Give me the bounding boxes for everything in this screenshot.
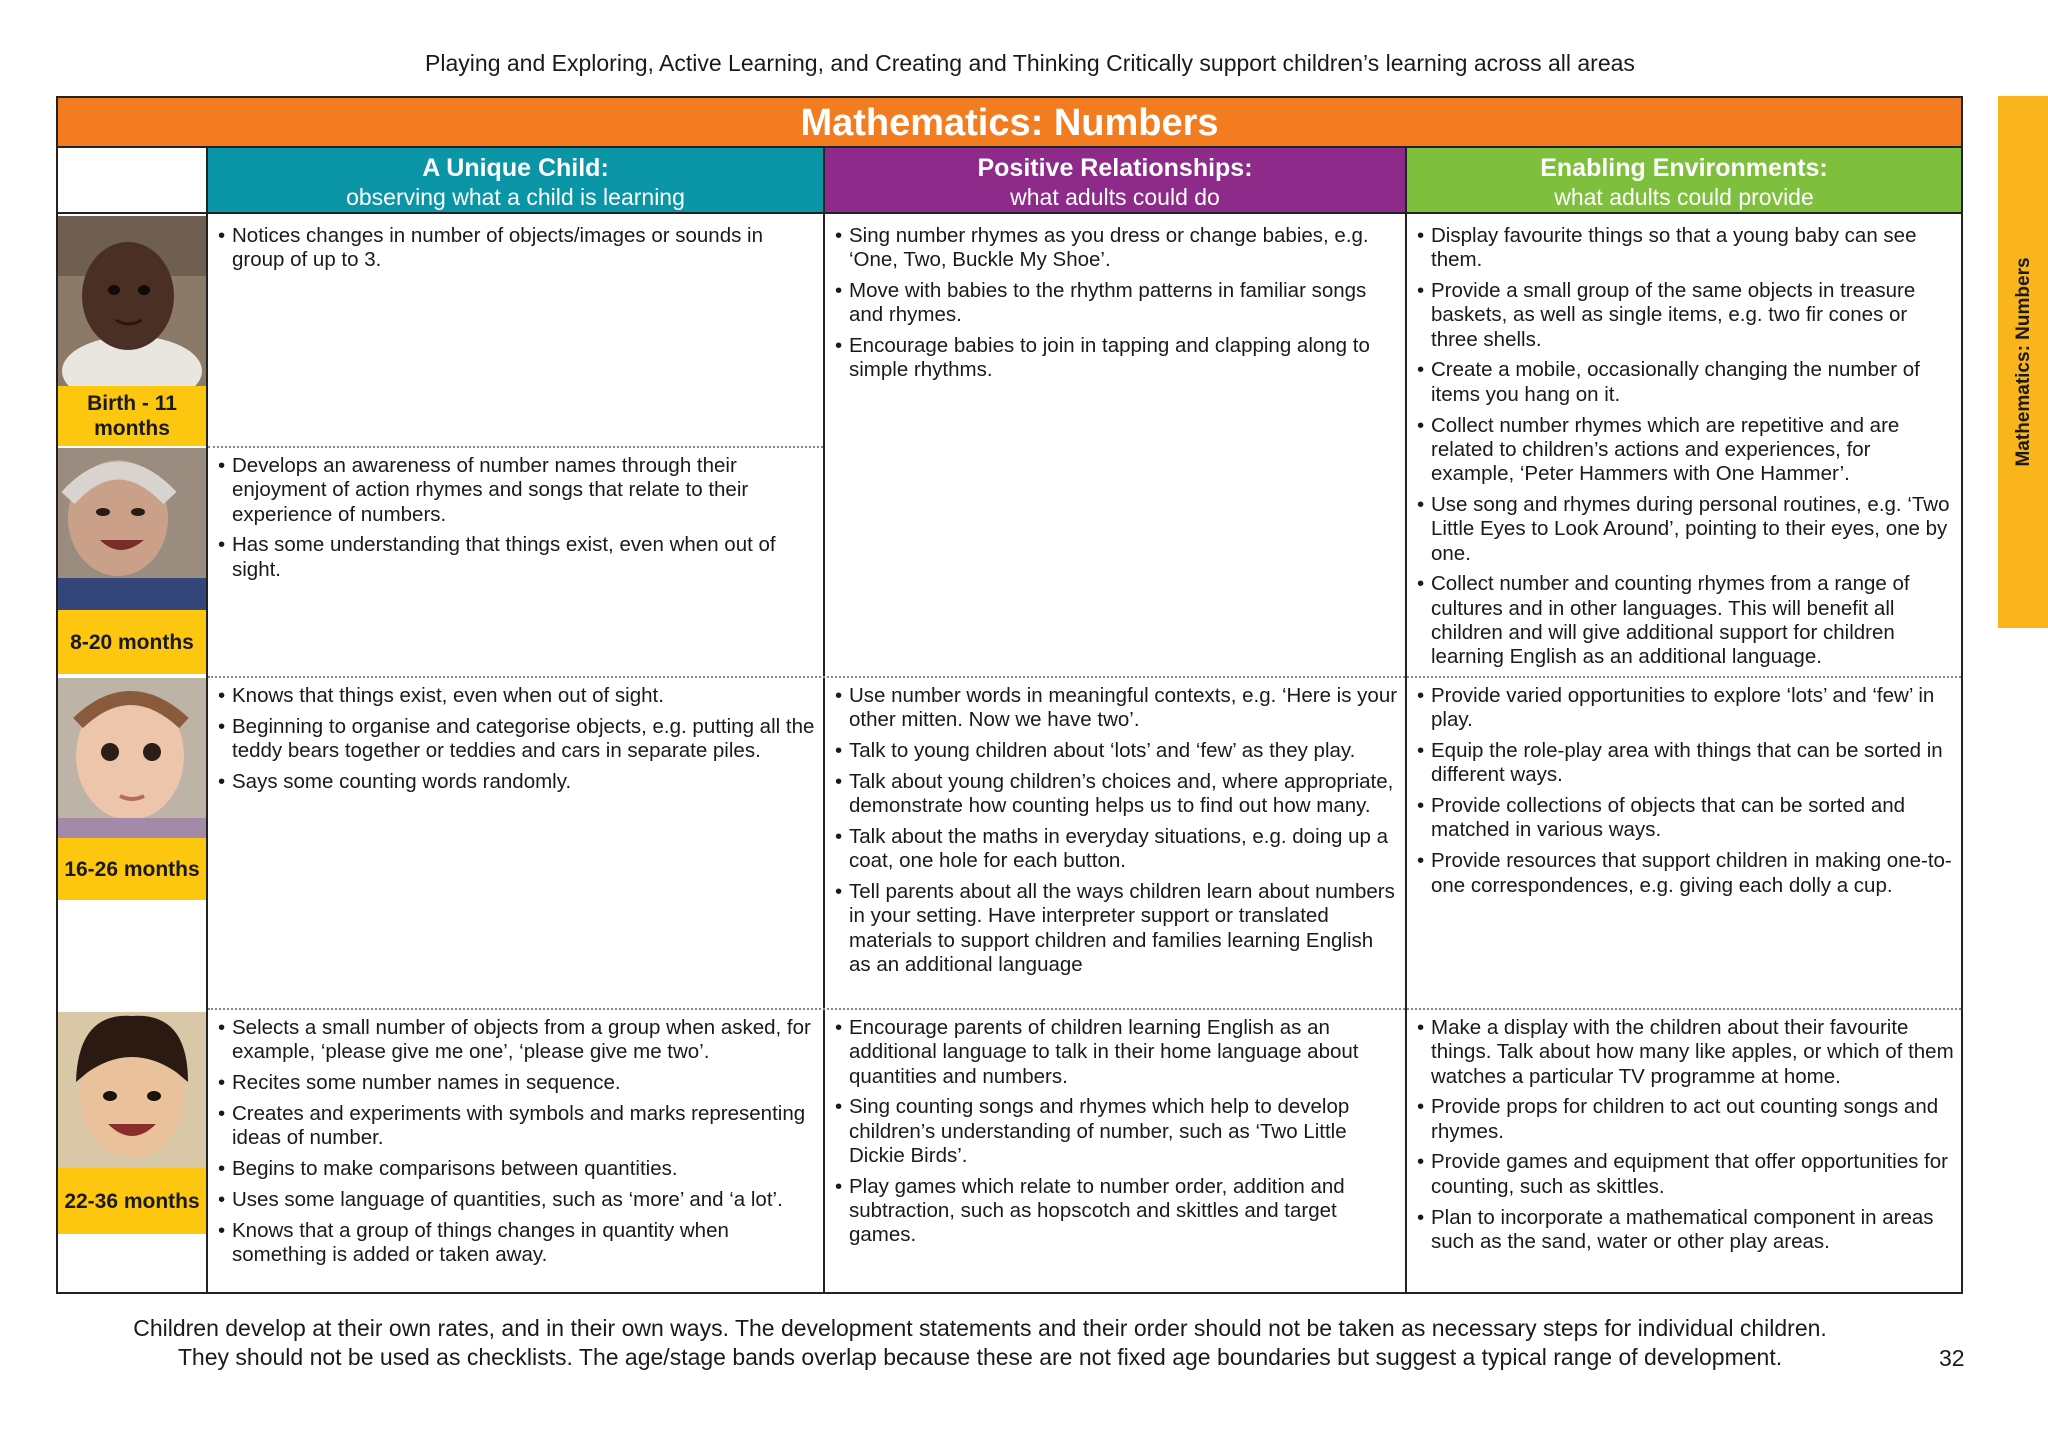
baby-photo-1 (58, 216, 206, 386)
statement: • Provide varied opportunities to explore ‘lots’ and ‘few’ in play. (1417, 684, 1955, 733)
row-divider (208, 676, 1961, 678)
footer-line: Children develop at their own rates, and in their own ways. The development statements and their order should not be taken as necessary steps for individual children. (133, 1315, 1827, 1341)
header-subtitle: what adults could do (1010, 184, 1220, 210)
statement-list (218, 224, 817, 273)
header-title: A Unique Child: (422, 154, 609, 182)
statement: • Creates and experiments with symbols and marks representing ideas of number. (218, 1102, 817, 1151)
header-unique-child (208, 148, 825, 214)
statement-list (218, 1016, 817, 1267)
enabling-environments-cell (1407, 684, 1961, 904)
statement-list (835, 1016, 1399, 1248)
statement-list (835, 224, 1399, 383)
unique-child-cell (208, 1016, 823, 1274)
age-band-label: Birth - 11 months (58, 386, 206, 446)
statement: • Knows that things exist, even when out of sight. (218, 684, 817, 708)
statement: • Use song and rhymes during personal routines, e.g. ‘Two Little Eyes to Look Around’, pointing to their eyes, one by one. (1417, 493, 1955, 566)
statement: • Tell parents about all the ways children learn about numbers in your setting. Have interpreter support or translated materials to support children and families learning English as an additional language (835, 880, 1399, 977)
statement: • Provide games and equipment that offer opportunities for counting, such as skittles. (1417, 1150, 1955, 1199)
statement: • Begins to make comparisons between quantities. (218, 1157, 817, 1181)
header-subtitle: observing what a child is learning (346, 184, 685, 210)
statement: • Notices changes in number of objects/images or sounds in group of up to 3. (218, 224, 817, 273)
statement: • Has some understanding that things exist, even when out of sight. (218, 533, 817, 582)
statement: • Encourage babies to join in tapping and clapping along to simple rhythms. (835, 334, 1399, 383)
statement-list (1417, 1016, 1955, 1254)
statement: • Plan to incorporate a mathematical component in areas such as the sand, water or other play areas. (1417, 1206, 1955, 1255)
age-band-label: 16-26 months (58, 838, 206, 900)
statement-list (218, 684, 817, 794)
statement: • Beginning to organise and categorise objects, e.g. putting all the teddy bears together or teddies and cars in separate piles. (218, 715, 817, 764)
statement-list (1417, 684, 1955, 898)
statement: • Sing number rhymes as you dress or change babies, e.g. ‘One, Two, Buckle My Shoe’. (835, 224, 1399, 273)
header-title: Positive Relationships: (977, 154, 1253, 182)
statement: • Encourage parents of children learning English as an additional language to talk in their home language about quantities and numbers. (835, 1016, 1399, 1089)
positive-relationships-cell (825, 224, 1405, 389)
statement: • Equip the role-play area with things that can be sorted in different ways. (1417, 739, 1955, 788)
statement: • Collect number and counting rhymes from a range of cultures and in other languages. This will benefit all children and will give additional support for children learning English as an additional language. (1417, 572, 1955, 669)
header-positive-relationships (825, 148, 1407, 214)
statement: • Create a mobile, occasionally changing the number of items you hang on it. (1417, 358, 1955, 407)
unique-child-cell (208, 454, 823, 588)
statement: • Knows that a group of things changes in quantity when something is added or taken away. (218, 1219, 817, 1268)
enabling-environments-cell (1407, 224, 1961, 676)
header-title: Enabling Environments: (1540, 154, 1828, 182)
child-photo-4 (58, 1012, 206, 1168)
statement: • Says some counting words randomly. (218, 770, 817, 794)
top-caption: Playing and Exploring, Active Learning, and Creating and Thinking Critically support children’s learning across all areas (425, 50, 1635, 76)
age-band-label: 8-20 months (58, 610, 206, 674)
statement-list (1417, 224, 1955, 670)
positive-relationships-cell (825, 684, 1405, 984)
statement: • Provide a small group of the same objects in treasure baskets, as well as single items, e.g. two fir cones or three shells. (1417, 279, 1955, 352)
statement: • Recites some number names in sequence. (218, 1071, 817, 1095)
statement: • Play games which relate to number order, addition and subtraction, such as hopscotch and skittles and target games. (835, 1175, 1399, 1248)
statement: • Provide resources that support children in making one-to-one correspondences, e.g. giving each dolly a cup. (1417, 849, 1955, 898)
statement: • Collect number rhymes which are repetitive and are related to children’s actions and experiences, for example, ‘Peter Hammers with One Hammer’. (1417, 414, 1955, 487)
statement: • Develops an awareness of number names through their enjoyment of action rhymes and songs that relate to their experience of numbers. (218, 454, 817, 527)
statement: • Sing counting songs and rhymes which help to develop children’s understanding of number, such as ‘Two Little Dickie Birds’. (835, 1095, 1399, 1168)
statement: • Display favourite things so that a young baby can see them. (1417, 224, 1955, 273)
statement: • Provide collections of objects that can be sorted and matched in various ways. (1417, 794, 1955, 843)
row-divider (208, 446, 823, 448)
statement: • Use number words in meaningful contexts, e.g. ‘Here is your other mitten. Now we have two’. (835, 684, 1399, 733)
numbers-table (56, 96, 1963, 1294)
side-tab-label-wrap (2009, 242, 2039, 482)
statement-list (835, 684, 1399, 977)
unique-child-cell (208, 224, 823, 279)
statement: • Uses some language of quantities, such as ‘more’ and ‘a lot’. (218, 1188, 817, 1212)
statement: • Talk about young children’s choices and, where appropriate, demonstrate how counting helps us to find out how many. (835, 770, 1399, 819)
page-number: 32 (1939, 1345, 1965, 1371)
header-blank-cell (58, 148, 208, 214)
statement: • Talk about the maths in everyday situations, e.g. doing up a coat, one hole for each button. (835, 825, 1399, 874)
enabling-environments-cell (1407, 1016, 1961, 1261)
statement: • Selects a small number of objects from a group when asked, for example, ‘please give me one’, ‘please give me two’. (218, 1016, 817, 1065)
age-band-label: 22-36 months (58, 1168, 206, 1234)
header-enabling-environments (1407, 148, 1961, 214)
table-title: Mathematics: Numbers (58, 98, 1961, 148)
unique-child-cell (208, 684, 823, 801)
statement: • Provide props for children to act out counting songs and rhymes. (1417, 1095, 1955, 1144)
header-subtitle: what adults could provide (1554, 184, 1814, 210)
baby-photo-2 (58, 448, 206, 610)
statement: • Talk to young children about ‘lots’ and ‘few’ as they play. (835, 739, 1399, 763)
statement-list (218, 454, 817, 582)
row-divider (208, 1008, 1961, 1010)
footer-line: They should not be used as checklists. The age/stage bands overlap because these are not fixed age boundaries but suggest a typical range of development. (177, 1344, 1783, 1370)
side-tab-label: Mathematics: Numbers (2013, 257, 2034, 467)
statement: • Make a display with the children about their favourite things. Talk about how many like apples, or which of them watches a particular TV programme at home. (1417, 1016, 1955, 1089)
baby-photo-3 (58, 678, 206, 838)
positive-relationships-cell (825, 1016, 1405, 1254)
statement: • Move with babies to the rhythm patterns in familiar songs and rhymes. (835, 279, 1399, 328)
